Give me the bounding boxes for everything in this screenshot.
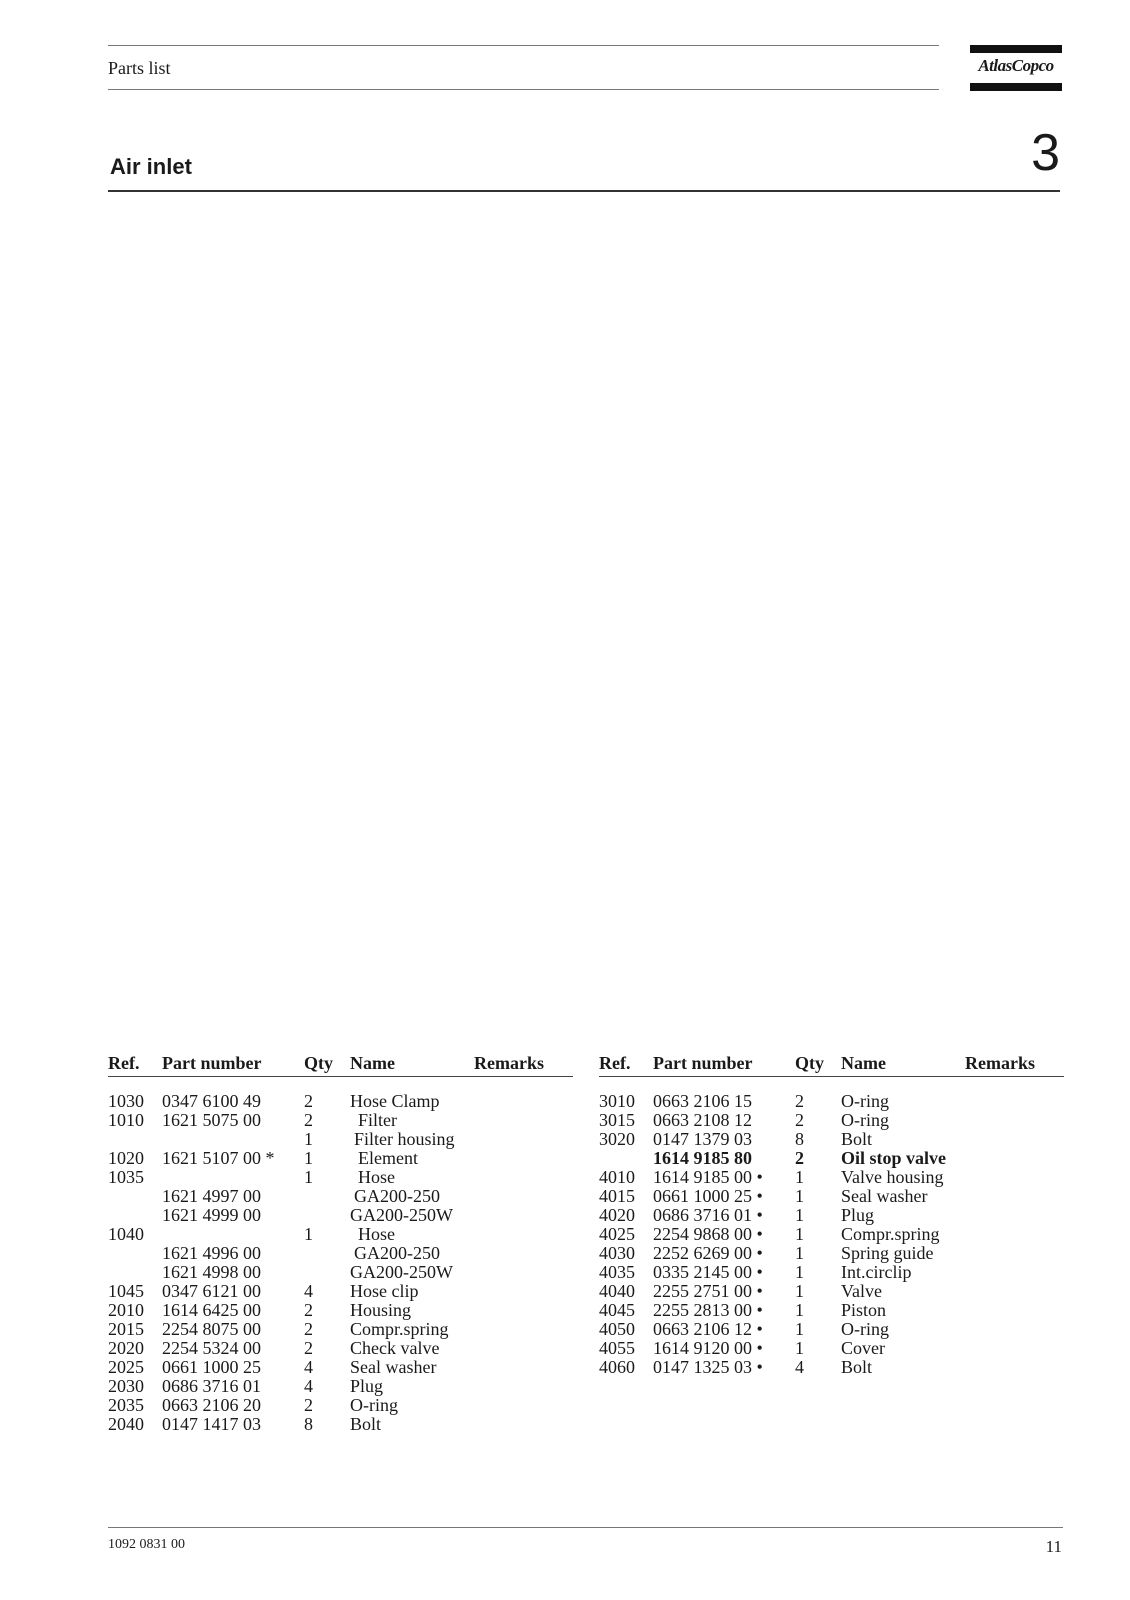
table-row xyxy=(108,1320,573,1339)
cell-ref: 4020 xyxy=(599,1205,635,1225)
cell-qty: 4 xyxy=(304,1281,313,1301)
logo-wordmark: AtlasCopco xyxy=(978,56,1054,75)
cell-name: Compr.spring xyxy=(350,1319,449,1339)
parts-table-right xyxy=(599,1054,1064,1377)
cell-name: O-ring xyxy=(350,1395,398,1415)
cell-ref: 4050 xyxy=(599,1319,635,1339)
header-ref: Ref. xyxy=(599,1053,631,1073)
cell-qty: 2 xyxy=(795,1148,804,1168)
cell-part-number: 1621 4997 00 xyxy=(162,1186,261,1206)
cell-name: Plug xyxy=(350,1376,384,1396)
table-row xyxy=(599,1187,1064,1206)
section-label: Parts list xyxy=(108,58,171,78)
cell-qty: 2 xyxy=(795,1091,804,1111)
cell-ref: 1040 xyxy=(108,1224,144,1244)
cell-part-number: 0335 2145 00 • xyxy=(653,1262,763,1282)
cell-part-number: 1614 9120 00 • xyxy=(653,1338,763,1358)
table-row xyxy=(599,1111,1064,1130)
cell-name: Hose clip xyxy=(350,1281,419,1301)
table-row xyxy=(599,1149,1064,1168)
cell-part-number: 0686 3716 01 • xyxy=(653,1205,763,1225)
cell-part-number: 0147 1325 03 • xyxy=(653,1357,763,1377)
cell-ref: 1030 xyxy=(108,1091,144,1111)
atlas-copco-logo xyxy=(970,45,1062,91)
cell-ref: 4010 xyxy=(599,1167,635,1187)
cell-part-number: 1621 4999 00 xyxy=(162,1205,261,1225)
cell-ref: 2020 xyxy=(108,1338,144,1358)
logo-bottom-bar xyxy=(970,83,1062,91)
table-row xyxy=(108,1282,573,1301)
cell-ref: 4035 xyxy=(599,1262,635,1282)
header-part-number: Part number xyxy=(162,1053,262,1073)
document-number: 1092 0831 00 xyxy=(108,1537,185,1552)
header-top-rule xyxy=(108,45,939,46)
cell-name: Int.circlip xyxy=(841,1262,912,1282)
cell-part-number: 0686 3716 01 xyxy=(162,1376,261,1396)
cell-part-number: 1621 5075 00 xyxy=(162,1110,261,1130)
cell-name: Plug xyxy=(841,1205,875,1225)
table-row xyxy=(599,1206,1064,1225)
header-qty: Qty xyxy=(795,1053,824,1073)
cell-part-number: 2254 5324 00 xyxy=(162,1338,261,1358)
cell-qty: 1 xyxy=(795,1338,804,1358)
cell-qty: 8 xyxy=(795,1129,804,1149)
cell-qty: 2 xyxy=(304,1338,313,1358)
header-remarks: Remarks xyxy=(474,1053,544,1073)
cell-name: Hose xyxy=(358,1224,395,1244)
table-row xyxy=(108,1168,573,1187)
cell-part-number: 1614 9185 00 • xyxy=(653,1167,763,1187)
cell-part-number: 1621 4996 00 xyxy=(162,1243,261,1263)
table-row xyxy=(599,1301,1064,1320)
table-row xyxy=(108,1225,573,1244)
table-body xyxy=(108,1092,573,1434)
cell-ref: 1020 xyxy=(108,1148,144,1168)
header-bottom-rule xyxy=(108,89,939,90)
cell-name: Element xyxy=(358,1148,418,1168)
table-body xyxy=(599,1092,1064,1377)
cell-part-number: 2255 2813 00 • xyxy=(653,1300,763,1320)
cell-part-number: 2254 9868 00 • xyxy=(653,1224,763,1244)
cell-name: GA200-250 xyxy=(354,1243,440,1263)
cell-part-number: 2254 8075 00 xyxy=(162,1319,261,1339)
cell-name: Filter housing xyxy=(354,1129,455,1149)
table-row xyxy=(108,1130,573,1149)
cell-name: GA200-250W xyxy=(350,1205,453,1225)
parts-table-left xyxy=(108,1054,573,1434)
table-row xyxy=(108,1339,573,1358)
cell-ref: 4055 xyxy=(599,1338,635,1358)
cell-name: Valve housing xyxy=(841,1167,944,1187)
cell-qty: 1 xyxy=(795,1186,804,1206)
cell-part-number: 1614 6425 00 xyxy=(162,1300,261,1320)
table-header xyxy=(599,1054,1064,1077)
cell-ref: 2040 xyxy=(108,1414,144,1434)
header-part-number: Part number xyxy=(653,1053,753,1073)
cell-qty: 1 xyxy=(304,1224,313,1244)
cell-ref: 1010 xyxy=(108,1110,144,1130)
cell-part-number: 0347 6121 00 xyxy=(162,1281,261,1301)
cell-name: Hose Clamp xyxy=(350,1091,440,1111)
table-row xyxy=(599,1358,1064,1377)
table-row xyxy=(599,1244,1064,1263)
table-row xyxy=(108,1358,573,1377)
cell-qty: 1 xyxy=(795,1300,804,1320)
header-remarks: Remarks xyxy=(965,1053,1035,1073)
cell-name: Oil stop valve xyxy=(841,1148,947,1168)
cell-name: Check valve xyxy=(350,1338,440,1358)
cell-qty: 2 xyxy=(304,1300,313,1320)
cell-name: Bolt xyxy=(841,1357,873,1377)
table-row xyxy=(108,1301,573,1320)
cell-name: Piston xyxy=(841,1300,887,1320)
header-name: Name xyxy=(350,1053,395,1073)
cell-name: Compr.spring xyxy=(841,1224,940,1244)
cell-qty: 2 xyxy=(304,1110,313,1130)
cell-part-number: 0147 1379 03 xyxy=(653,1129,752,1149)
cell-name: Filter xyxy=(358,1110,397,1130)
table-row xyxy=(108,1149,573,1168)
cell-part-number: 1621 5107 00 * xyxy=(162,1148,275,1168)
cell-qty: 1 xyxy=(795,1281,804,1301)
cell-ref: 4045 xyxy=(599,1300,635,1320)
cell-qty: 2 xyxy=(304,1319,313,1339)
cell-qty: 1 xyxy=(795,1167,804,1187)
cell-qty: 2 xyxy=(304,1395,313,1415)
cell-ref: 3015 xyxy=(599,1110,635,1130)
cell-name: O-ring xyxy=(841,1110,889,1130)
chapter-number: 3 xyxy=(1031,124,1060,182)
cell-qty: 4 xyxy=(304,1376,313,1396)
cell-qty: 2 xyxy=(304,1091,313,1111)
header-name: Name xyxy=(841,1053,886,1073)
footer-rule xyxy=(108,1527,1063,1528)
cell-part-number: 0663 2108 12 xyxy=(653,1110,752,1130)
cell-ref: 2025 xyxy=(108,1357,144,1377)
table-row xyxy=(599,1225,1064,1244)
cell-ref: 2010 xyxy=(108,1300,144,1320)
cell-name: Seal washer xyxy=(841,1186,928,1206)
cell-part-number: 1621 4998 00 xyxy=(162,1262,261,1282)
table-row xyxy=(599,1320,1064,1339)
header-ref: Ref. xyxy=(108,1053,140,1073)
cell-qty: 1 xyxy=(795,1262,804,1282)
cell-name: Cover xyxy=(841,1338,885,1358)
cell-qty: 1 xyxy=(795,1243,804,1263)
table-row xyxy=(108,1206,573,1225)
cell-qty: 1 xyxy=(304,1129,313,1149)
cell-name: Valve xyxy=(841,1281,882,1301)
cell-name: Housing xyxy=(350,1300,412,1320)
cell-part-number: 0663 2106 15 xyxy=(653,1091,752,1111)
cell-ref: 2015 xyxy=(108,1319,144,1339)
table-row xyxy=(108,1111,573,1130)
cell-part-number: 0661 1000 25 • xyxy=(653,1186,763,1206)
logo-top-bar xyxy=(970,45,1062,53)
cell-qty: 8 xyxy=(304,1414,313,1434)
cell-qty: 4 xyxy=(304,1357,313,1377)
cell-ref: 4025 xyxy=(599,1224,635,1244)
table-row xyxy=(108,1415,573,1434)
table-row xyxy=(599,1130,1064,1149)
title-rule xyxy=(108,190,1060,192)
cell-name: GA200-250W xyxy=(350,1262,453,1282)
page-title: Air inlet xyxy=(110,154,192,179)
table-row xyxy=(108,1377,573,1396)
cell-part-number: 2252 6269 00 • xyxy=(653,1243,763,1263)
cell-ref: 2035 xyxy=(108,1395,144,1415)
cell-qty: 1 xyxy=(304,1167,313,1187)
cell-name: O-ring xyxy=(841,1319,889,1339)
table-row xyxy=(599,1339,1064,1358)
cell-name: Spring guide xyxy=(841,1243,934,1263)
table-row xyxy=(108,1244,573,1263)
cell-name: Seal washer xyxy=(350,1357,437,1377)
cell-ref: 2030 xyxy=(108,1376,144,1396)
cell-part-number: 1614 9185 80 xyxy=(653,1148,752,1168)
header-qty: Qty xyxy=(304,1053,333,1073)
table-header xyxy=(108,1054,573,1077)
table-row xyxy=(599,1282,1064,1301)
cell-name: GA200-250 xyxy=(354,1186,440,1206)
table-row xyxy=(108,1396,573,1415)
cell-part-number: 0347 6100 49 xyxy=(162,1091,261,1111)
table-row xyxy=(599,1263,1064,1282)
table-row xyxy=(108,1092,573,1111)
cell-qty: 2 xyxy=(795,1110,804,1130)
cell-qty: 4 xyxy=(795,1357,804,1377)
table-row xyxy=(108,1187,573,1206)
cell-part-number: 0663 2106 20 xyxy=(162,1395,261,1415)
cell-ref: 4040 xyxy=(599,1281,635,1301)
cell-part-number: 2255 2751 00 • xyxy=(653,1281,763,1301)
cell-qty: 1 xyxy=(304,1148,313,1168)
cell-ref: 1045 xyxy=(108,1281,144,1301)
table-row xyxy=(599,1168,1064,1187)
cell-name: Bolt xyxy=(350,1414,382,1434)
cell-part-number: 0663 2106 12 • xyxy=(653,1319,763,1339)
cell-ref: 1035 xyxy=(108,1167,144,1187)
cell-qty: 1 xyxy=(795,1205,804,1225)
cell-name: O-ring xyxy=(841,1091,889,1111)
cell-ref: 4060 xyxy=(599,1357,635,1377)
cell-ref: 3020 xyxy=(599,1129,635,1149)
table-row xyxy=(108,1263,573,1282)
cell-ref: 4015 xyxy=(599,1186,635,1206)
cell-name: Bolt xyxy=(841,1129,873,1149)
cell-qty: 1 xyxy=(795,1319,804,1339)
page-number: 11 xyxy=(1045,1537,1062,1556)
table-row xyxy=(599,1092,1064,1111)
cell-part-number: 0661 1000 25 xyxy=(162,1357,261,1377)
cell-part-number: 0147 1417 03 xyxy=(162,1414,261,1434)
cell-qty: 1 xyxy=(795,1224,804,1244)
cell-ref: 4030 xyxy=(599,1243,635,1263)
cell-name: Hose xyxy=(358,1167,395,1187)
cell-ref: 3010 xyxy=(599,1091,635,1111)
